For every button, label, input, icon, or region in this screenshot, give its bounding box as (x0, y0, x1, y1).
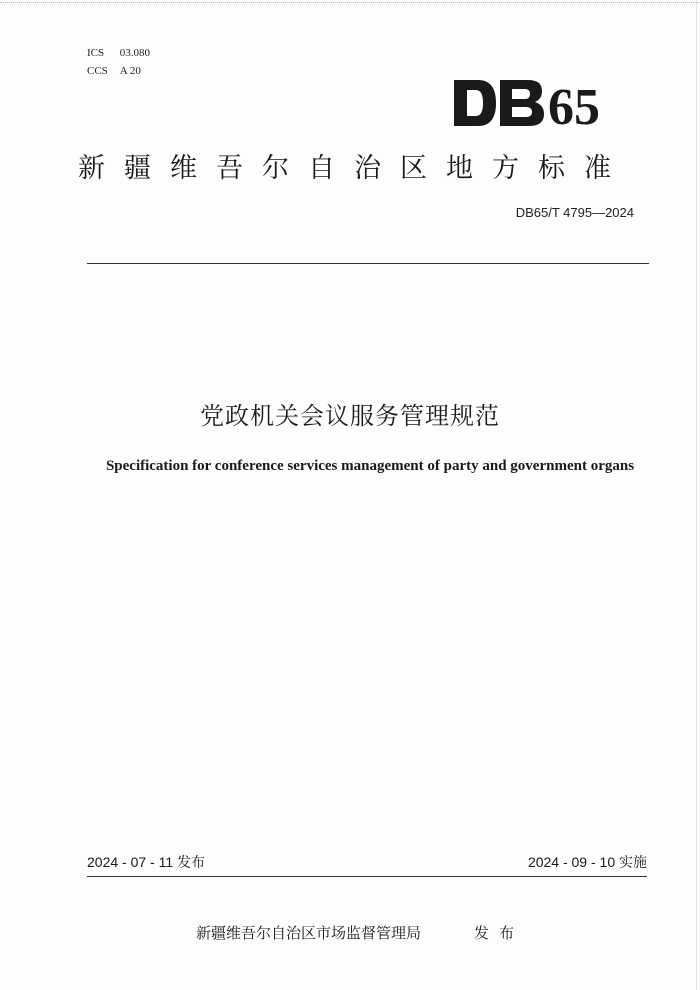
ccs-code-row (87, 62, 150, 80)
publisher-name: 新疆维吾尔自治区市场监督管理局 (196, 924, 422, 942)
svg-text:65: 65 (548, 79, 600, 130)
chinese-title: 党政机关会议服务管理规范 (200, 402, 500, 430)
standard-type-title: 新疆维吾尔自治区地方标准 (78, 153, 630, 184)
page-edge (696, 0, 697, 990)
issue-date: 2024 - 07 - 11 发布 (87, 854, 206, 870)
ics-value: 03.080 (119, 47, 150, 59)
footer-divider (87, 876, 647, 877)
publish-label: 发布 (474, 924, 525, 942)
db65-logo-graphic (452, 76, 612, 130)
english-title: Specification for conference services management of party and government organs (105, 458, 635, 474)
standard-number: DB65/T 4795—2024 (515, 205, 634, 220)
ccs-value: A 20 (119, 65, 141, 77)
ics-code-row (87, 44, 150, 62)
implementation-date: 2024 - 09 - 10 实施 (527, 854, 647, 870)
ics-label: ICS (87, 47, 105, 59)
db65-logo (452, 76, 612, 130)
ccs-label: CCS (87, 65, 108, 77)
header-divider (87, 263, 649, 264)
dates-row (87, 852, 647, 872)
top-dotted-line (0, 2, 700, 3)
classification-codes (87, 44, 150, 80)
